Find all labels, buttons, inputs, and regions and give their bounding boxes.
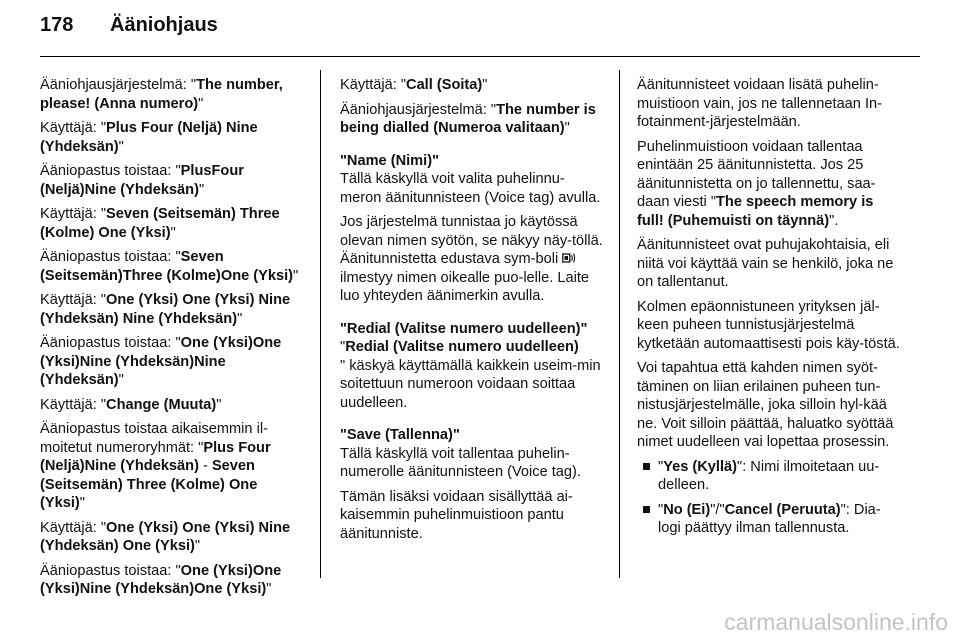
column-2 <box>340 76 605 549</box>
paragraph-2: Puhelinmuistioon voidaan tallentaa enintään 25 äänitunnistetta. Jos 25 äänitunnistetta on jo tallennettu, saa-daan viesti "The speech memory is full! (Puhemuisti on täynnä)". <box>637 138 876 229</box>
column-3 <box>637 76 902 544</box>
dialog-line-3: Ääniopastus toistaa: "PlusFour (Neljä)Nine (Yhdeksän)" <box>40 163 244 198</box>
name-text-2: Jos järjestelmä tunnistaa jo käytössä olevan nimen syötön, se näkyy näy-töllä. Äänitunnistetta edustava sym-boli ilmestyy nimen oikealle puo-lelle. Laite luo yhteyden äänimerkin avulla. <box>340 214 603 304</box>
redial-heading: "Redial (Valitse numero uudelleen)" <box>340 320 588 337</box>
save-section <box>340 426 605 543</box>
page-header <box>40 14 218 37</box>
header-rule <box>40 56 920 57</box>
bullet-square-icon <box>643 463 650 470</box>
dialog-dialling: Ääniohjausjärjestelmä: "The number is being dialled (Numeroa valitaan)" <box>340 101 596 136</box>
column-1 <box>40 76 305 605</box>
column-divider-2 <box>619 70 620 578</box>
dialog-call: Käyttäjä: "Call (Soita)" <box>340 77 488 93</box>
voice-tag-icon <box>562 252 576 264</box>
paragraph-4: Kolmen epäonnistuneen yrityksen jäl-keen puheen tunnistusjärjestelmä kytketään automaattisesti pois käy-töstä. <box>637 298 900 352</box>
save-text-2: Tämän lisäksi voidaan sisällyttää ai-kaisemmin puhelinmuistioon pantu äänitunniste. <box>340 488 573 542</box>
dialog-line-8: Käyttäjä: "Change (Muuta)" <box>40 396 222 413</box>
dialog-line-1: Ääniohjausjärjestelmä: "The number, please! (Anna numero)" <box>40 77 283 112</box>
paragraph-5: Voi tapahtua että kahden nimen syöt-täminen on liian erilainen puheen tun-nistusjärjestelmälle, joka silloin hyl-kää ne. Voit silloin päättää, haluatko syöttää nimet uudelleen vai lopettaa prosessin. <box>637 360 894 450</box>
redial-text: "Redial (Valitse numero uudelleen) " käskyä käyttämällä kaikkein useim-min soitettuun numeroon voidaan soittaa uudelleen. <box>340 339 601 411</box>
dialog-line-5: Ääniopastus toistaa: "Seven (Seitsemän)Three (Kolme)One (Yksi)" <box>40 249 299 284</box>
save-heading: "Save (Tallenna)" <box>340 427 460 443</box>
bullet-yes: "Yes (Kyllä)": Nimi ilmoitetaan uu-delleen. <box>637 458 902 495</box>
redial-section <box>340 320 605 413</box>
bullet-square-icon <box>643 506 650 513</box>
bullet-no-cancel: "No (Ei)"/"Cancel (Peruuta)": Dia-logi päättyy ilman tallennusta. <box>637 501 902 538</box>
paragraph-3: Äänitunnisteet ovat puhujakohtaisia, eli niitä voi käyttää vain se henkilö, joka ne on tallentanut. <box>637 237 894 290</box>
dialog-line-11: Ääniopastus toistaa: "One (Yksi)One (Yksi)Nine (Yhdeksän)One (Yksi)" <box>40 562 282 597</box>
name-heading: "Name (Nimi)" <box>340 152 439 169</box>
dialog-line-7: Ääniopastus toistaa: "One (Yksi)One (Yksi)Nine (Yhdeksän)Nine (Yhdeksän)" <box>40 335 282 388</box>
name-text: Tällä käskyllä voit valita puhelinnu-meron äänitunnisteen (Voice tag) avulla. <box>340 171 601 206</box>
name-section <box>340 152 605 306</box>
paragraph-1: Äänitunnisteet voidaan lisätä puhelin-muistioon vain, jos ne tallennetaan In-fotainment-järjestelmään. <box>637 77 883 130</box>
dialog-line-10: Käyttäjä: "One (Yksi) One (Yksi) Nine (Yhdeksän) One (Yksi)" <box>40 519 291 554</box>
save-text: Tällä käskyllä voit tallentaa puhelin-numerolle äänitunnisteen (Voice tag). <box>340 445 581 480</box>
page-number: 178 <box>40 14 74 36</box>
dialog-line-6: Käyttäjä: "One (Yksi) One (Yksi) Nine (Yhdeksän) Nine (Yhdeksän)" <box>40 292 291 327</box>
dialog-line-9: Ääniopastus toistaa aikaisemmin il-moitetut numeroryhmät: "Plus Four (Neljä)Nine (Yhdeksän) - Seven (Seitsemän) Three (Kolme) One (Yksi)" <box>40 421 271 511</box>
page-title: Ääniohjaus <box>110 14 218 36</box>
column-divider-1 <box>320 70 321 578</box>
watermark: carmanualsonline.info <box>724 609 948 635</box>
dialog-line-4: Käyttäjä: "Seven (Seitsemän) Three (Kolme) One (Yksi)" <box>40 206 280 241</box>
dialog-line-2: Käyttäjä: "Plus Four (Neljä) Nine (Yhdeksän)" <box>40 120 258 155</box>
